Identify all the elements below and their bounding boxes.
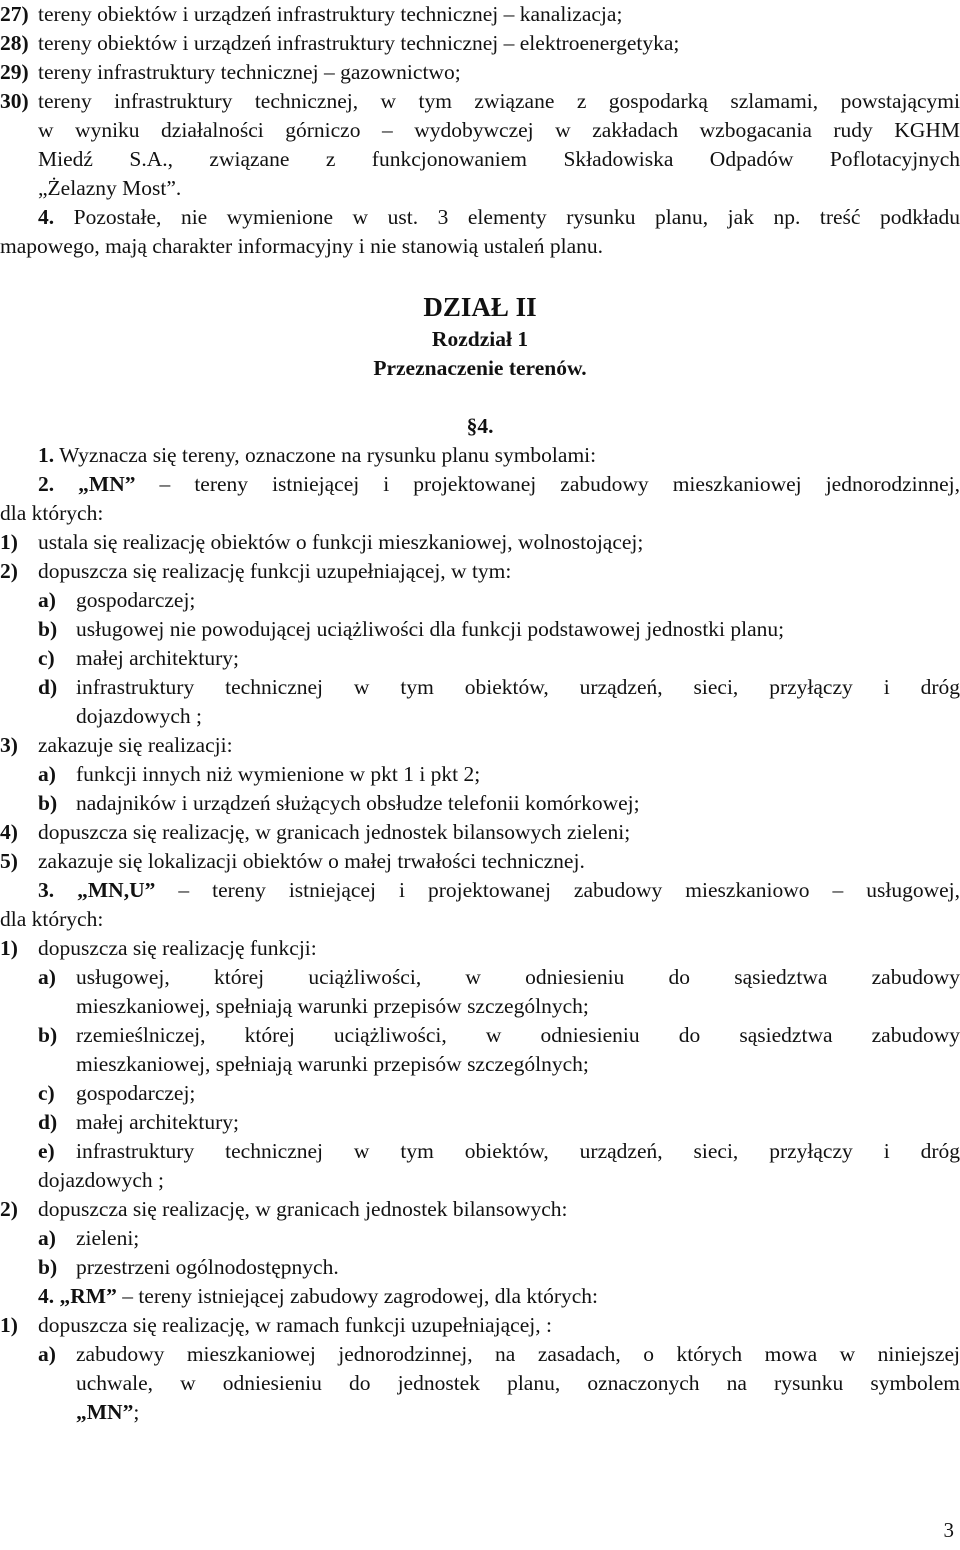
list-text: tereny infrastruktury technicznej – gazownictwo; [38, 60, 461, 84]
letter-number: a) [38, 1342, 56, 1366]
zone-symbol: „MN” [78, 472, 136, 496]
subitem-text: dopuszcza się realizację, w ramach funkcji uzupełniającej, : [38, 1313, 552, 1337]
list-text: tereny obiektów i urządzeń infrastruktury technicznej – kanalizacja; [38, 2, 623, 26]
letter-text: funkcji innych niż wymienione w pkt 1 i pkt 2; [76, 762, 481, 786]
letter-item [38, 1253, 960, 1282]
letter-text: gospodarczej; [76, 588, 196, 612]
letter-text: zieleni; [76, 1226, 140, 1250]
letter-item [38, 586, 960, 615]
zone-symbol: „MN,U” [77, 878, 156, 902]
letter-text: usługowej nie powodującej uciążliwości dla funkcji podstawowej jednostki planu; [76, 617, 785, 641]
paragraph-text: Pozostałe, nie wymienione w ust. 3 elementy rysunku planu, jak np. treść podkładu [73, 205, 960, 229]
point-number: 3. [38, 878, 55, 902]
letter-text: ; [133, 1400, 140, 1424]
subitem-text: dopuszcza się realizację, w granicach jednostek bilansowych zieleni; [38, 820, 631, 844]
list-item-28 [0, 29, 960, 58]
point-number: 1. [38, 443, 55, 467]
section-sign: §4. [466, 414, 494, 438]
subitem-number: 2) [0, 1197, 18, 1221]
list-number: 27) [0, 2, 29, 26]
letter-text: infrastruktury technicznej w tym obiektów, urządzeń, sieci, przyłączy i dróg [76, 675, 960, 699]
page-number: 3 [943, 1518, 954, 1542]
point-text-continuation: dla których: [0, 907, 104, 931]
subitem-text: dopuszcza się realizację funkcji uzupełniającej, w tym: [38, 559, 512, 583]
subitem-number: 4) [0, 820, 18, 844]
point-text: – tereny istniejącej zabudowy zagrodowej, dla których: [122, 1284, 599, 1308]
subitem [0, 818, 960, 847]
subitem [0, 557, 960, 586]
letter-text: zabudowy mieszkaniowej jednorodzinnej, na zasadach, o których mowa w niniejszej [76, 1342, 960, 1366]
letter-text: usługowej, której uciążliwości, w odniesieniu do sąsiedztwa zabudowy [76, 965, 960, 989]
letter-text: gospodarczej; [76, 1081, 196, 1105]
paragraph-number: 4. [38, 205, 55, 229]
point-2-mn [0, 470, 960, 499]
subitem [0, 731, 960, 760]
letter-text: przestrzeni ogólnodostępnych. [76, 1255, 339, 1279]
letter-text-continuation: dojazdowych ; [76, 704, 202, 728]
point-1 [0, 441, 960, 470]
letter-number: b) [38, 1255, 58, 1279]
letter-item [38, 963, 960, 992]
letter-item [38, 760, 960, 789]
subitem-number: 3) [0, 733, 18, 757]
letter-text: rzemieślniczej, której uciążliwości, w odniesieniu do sąsiedztwa zabudowy [76, 1023, 960, 1047]
letter-text: nadajników i urządzeń służących obsłudze telefonii komórkowej; [76, 791, 640, 815]
letter-number: b) [38, 1023, 58, 1047]
subitem-text: ustala się realizację obiektów o funkcji mieszkaniowej, wolnostojącej; [38, 530, 644, 554]
letter-text: małej architektury; [76, 1110, 239, 1134]
list-text-continuation: Miedź S.A., związane z funkcjonowaniem Składowiska Odpadów Poflotacyjnych [38, 147, 960, 171]
letter-number: a) [38, 1226, 56, 1250]
subitem [0, 847, 960, 876]
list-text-continuation: „Żelazny Most”. [38, 176, 182, 200]
letter-number: e) [38, 1139, 55, 1163]
letter-item [38, 1340, 960, 1369]
dzial-heading: DZIAŁ II [423, 292, 537, 322]
letter-number: d) [38, 675, 58, 699]
subitem-text: zakazuje się lokalizacji obiektów o małej trwałości technicznej. [38, 849, 585, 873]
subitem-number: 1) [0, 1313, 18, 1337]
rozdzial-heading: Rozdział 1 [431, 327, 529, 351]
point-text-continuation: dla których: [0, 501, 104, 525]
subitem-number: 1) [0, 530, 18, 554]
letter-item [38, 1224, 960, 1253]
paragraph-4 [0, 203, 960, 232]
letter-text: infrastruktury technicznej w tym obiektów, urządzeń, sieci, przyłączy i dróg [76, 1139, 960, 1163]
subitem [0, 934, 960, 963]
zone-symbol: „RM” [59, 1284, 117, 1308]
zone-symbol: „MN” [76, 1400, 134, 1424]
chapter-title: Przeznaczenie terenów. [373, 356, 587, 380]
letter-item [38, 1021, 960, 1050]
letter-number: a) [38, 762, 56, 786]
paragraph-text-continuation: mapowego, mają charakter informacyjny i nie stanowią ustaleń planu. [0, 234, 603, 258]
list-number: 29) [0, 60, 29, 84]
subitem [0, 528, 960, 557]
subitem-number: 5) [0, 849, 18, 873]
letter-text-continuation: dojazdowych ; [38, 1168, 164, 1192]
point-4-rm [0, 1282, 960, 1311]
list-text: tereny obiektów i urządzeń infrastruktury technicznej – elektroenergetyka; [38, 31, 680, 55]
list-item-27 [0, 0, 960, 29]
point-text: Wyznacza się tereny, oznaczone na rysunku planu symbolami: [59, 443, 597, 467]
subitem-number: 1) [0, 936, 18, 960]
subitem-text: zakazuje się realizacji: [38, 733, 233, 757]
letter-item [38, 789, 960, 818]
letter-number: a) [38, 965, 56, 989]
letter-number: b) [38, 791, 58, 815]
subitem [0, 1311, 960, 1340]
subitem [0, 1195, 960, 1224]
letter-number: c) [38, 1081, 55, 1105]
letter-item [38, 1108, 960, 1137]
list-number: 30) [0, 89, 29, 113]
letter-text-continuation: mieszkaniowej, spełniają warunki przepisów szczególnych; [76, 1052, 589, 1076]
point-3-mnu [0, 876, 960, 905]
letter-text-continuation: uchwale, w odniesieniu do jednostek planu, oznaczonych na rysunku symbolem [76, 1371, 960, 1395]
letter-item [38, 1137, 960, 1166]
letter-text: małej architektury; [76, 646, 239, 670]
letter-item [38, 644, 960, 673]
point-number: 2. [38, 472, 55, 496]
letter-number: b) [38, 617, 58, 641]
point-number: 4. [38, 1284, 55, 1308]
subitem-text: dopuszcza się realizację, w granicach jednostek bilansowych: [38, 1197, 568, 1221]
letter-text-continuation: mieszkaniowej, spełniają warunki przepisów szczególnych; [76, 994, 589, 1018]
list-item-30 [0, 87, 960, 116]
point-text: – tereny istniejącej i projektowanej zabudowy mieszkaniowo – usługowej, [178, 878, 960, 902]
point-text: – tereny istniejącej i projektowanej zabudowy mieszkaniowej jednorodzinnej, [159, 472, 960, 496]
letter-number: a) [38, 588, 56, 612]
letter-item [38, 1079, 960, 1108]
letter-number: c) [38, 646, 55, 670]
letter-text-continuation [76, 1398, 960, 1427]
letter-number: d) [38, 1110, 58, 1134]
letter-item [38, 615, 960, 644]
list-item-29 [0, 58, 960, 87]
subitem-number: 2) [0, 559, 18, 583]
letter-item [38, 673, 960, 702]
list-number: 28) [0, 31, 29, 55]
subitem-text: dopuszcza się realizację funkcji: [38, 936, 317, 960]
list-text: tereny infrastruktury technicznej, w tym związane z gospodarką szlamami, powstającymi [38, 89, 960, 113]
list-text-continuation: w wyniku działalności górniczo – wydobywczej w zakładach wzbogacania rudy KGHM [38, 118, 960, 142]
